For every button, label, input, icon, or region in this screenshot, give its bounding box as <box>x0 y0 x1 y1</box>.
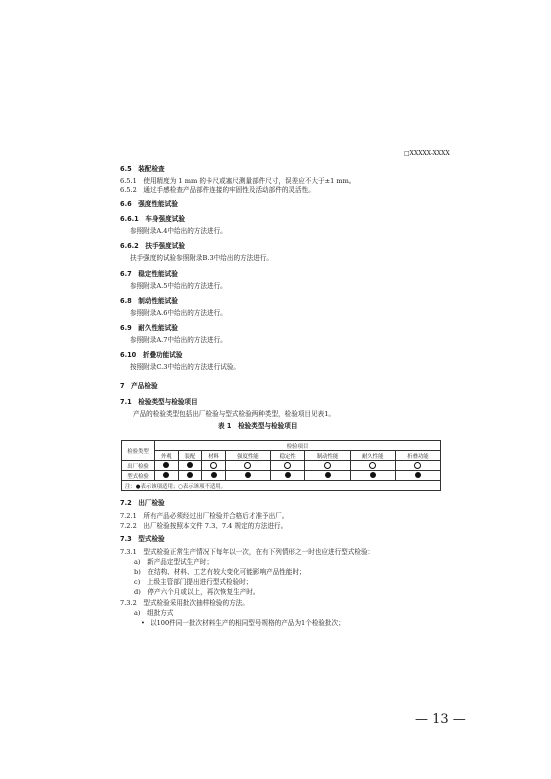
body-text: 扶手强度的试验参照附录B.3中给出的方法进行。 <box>130 254 274 262</box>
empty-circle-icon <box>369 462 376 469</box>
table-item-header: 装配 <box>178 451 202 461</box>
filled-dot-icon <box>285 472 291 478</box>
table-item-header: 耐久性能 <box>350 451 395 461</box>
body-text: c) 上级主管部门提出进行型式检验时； <box>134 578 253 586</box>
table-cell <box>350 471 395 481</box>
page-number: — 13 — <box>415 712 466 727</box>
body-text: 以100件同一批次材料生产的相同型号规格的产品为1个检验批次； <box>150 619 345 627</box>
section-heading: 6.6.1 车身强度试验 <box>120 215 185 223</box>
table-cell <box>305 471 350 481</box>
body-text: d) 停产六个月或以上，再次恢复生产时。 <box>134 588 260 596</box>
body-text: 参照附录A.6中给出的方法进行。 <box>130 309 227 317</box>
table-cell <box>395 461 440 471</box>
body-text: 7.3.2 型式检验采用批次抽样检验的方法。 <box>120 599 249 607</box>
section-heading: 6.10 折叠功能试验 <box>120 351 183 359</box>
section-heading: 6.6.2 扶手强度试验 <box>120 242 185 250</box>
body-text: 6.5.1 使用精度为 1 mm 的卡尺或塞尺测量部件尺寸，误差应不大于±1 mm。 <box>120 177 356 185</box>
table-row-label: 型式检验 <box>122 471 155 481</box>
body-text: b) 在结构、材料、工艺有较大变化可能影响产品性能时； <box>134 568 306 576</box>
table-item-header: 稳定性 <box>271 451 305 461</box>
table-item-header: 强度性能 <box>225 451 270 461</box>
filled-dot-icon <box>187 472 193 478</box>
body-text: 按照附录C.3中给出的方法进行试验。 <box>130 363 241 371</box>
filled-dot-icon <box>325 472 331 478</box>
body-text: 6.5.2 通过手感检查产品部件连接的牢固性及活动部件的灵活性。 <box>120 186 315 194</box>
section-heading: 6.5 装配检查 <box>120 165 165 173</box>
filled-dot-icon <box>163 472 169 478</box>
section-heading: 7.2 出厂检验 <box>120 499 165 507</box>
table-item-header: 制动性能 <box>305 451 350 461</box>
body-text: 参照附录A.5中给出的方法进行。 <box>130 282 227 290</box>
filled-dot-icon <box>187 462 193 468</box>
table-cell <box>305 461 350 471</box>
body-text: 7.2.1 所有产品必须经过出厂检验并合格后才准予出厂。 <box>120 512 289 520</box>
table-cell <box>225 471 270 481</box>
empty-circle-icon <box>210 462 217 469</box>
section-heading: 6.6 强度性能试验 <box>120 200 178 208</box>
inspection-table <box>121 440 441 491</box>
empty-circle-icon <box>284 462 291 469</box>
body-text: 7.2.2 出厂检验按照本文件 7.3、7.4 规定的方法进行。 <box>120 522 288 530</box>
section-heading: 6.8 制动性能试验 <box>120 297 178 305</box>
table-cell <box>202 461 226 471</box>
filled-dot-icon <box>245 472 251 478</box>
section-heading: 表 1 检验类型与检验项目 <box>218 422 298 430</box>
document-code: □XXXXX-XXXX <box>404 150 450 157</box>
table-cell <box>271 461 305 471</box>
table-header-type: 检验类型 <box>122 441 155 461</box>
filled-dot-icon <box>415 472 421 478</box>
table-cell <box>271 471 305 481</box>
table-item-header: 材料 <box>202 451 226 461</box>
table-cell <box>350 461 395 471</box>
table-cell <box>155 461 179 471</box>
section-heading: 7.1 检验类型与检验项目 <box>120 398 198 406</box>
table-item-header: 折叠功能 <box>395 451 440 461</box>
section-heading: 6.7 稳定性能试验 <box>120 270 178 278</box>
empty-circle-icon <box>324 462 331 469</box>
table-item-header: 外观 <box>155 451 179 461</box>
table-note: 注：●表示该项适用；○表示该项不适用。 <box>122 481 441 491</box>
body-text: 7.3.1 型式检验正常生产情况下每年以一次，在有下列情形之一时也应进行型式检验： <box>120 548 375 556</box>
body-text: 参照附录A.7中给出的方法进行。 <box>130 336 227 344</box>
section-heading: 7.3 型式检验 <box>120 535 165 543</box>
table-cell <box>178 461 202 471</box>
table-cell <box>202 471 226 481</box>
table-cell <box>395 471 440 481</box>
body-text: 产品的检验类型包括出厂检验与型式检验两种类型，检验项目见表1。 <box>133 410 336 418</box>
table-cell <box>225 461 270 471</box>
bullet-icon: • <box>141 619 145 627</box>
filled-dot-icon <box>163 462 169 468</box>
table-cell <box>155 471 179 481</box>
section-heading: 7 产品检验 <box>120 382 158 390</box>
body-text: 参照附录A.4中给出的方法进行。 <box>130 227 227 235</box>
table-cell <box>178 471 202 481</box>
filled-dot-icon <box>211 472 217 478</box>
section-heading: 6.9 耐久性能试验 <box>120 324 178 332</box>
empty-circle-icon <box>244 462 251 469</box>
empty-circle-icon <box>414 462 421 469</box>
table-header-items: 检验项目 <box>155 441 441 451</box>
body-text: a) 新产品定型试生产时； <box>134 558 214 566</box>
table-row-label: 出厂检验 <box>122 461 155 471</box>
body-text: a) 组批方式 <box>134 609 174 617</box>
filled-dot-icon <box>370 472 376 478</box>
